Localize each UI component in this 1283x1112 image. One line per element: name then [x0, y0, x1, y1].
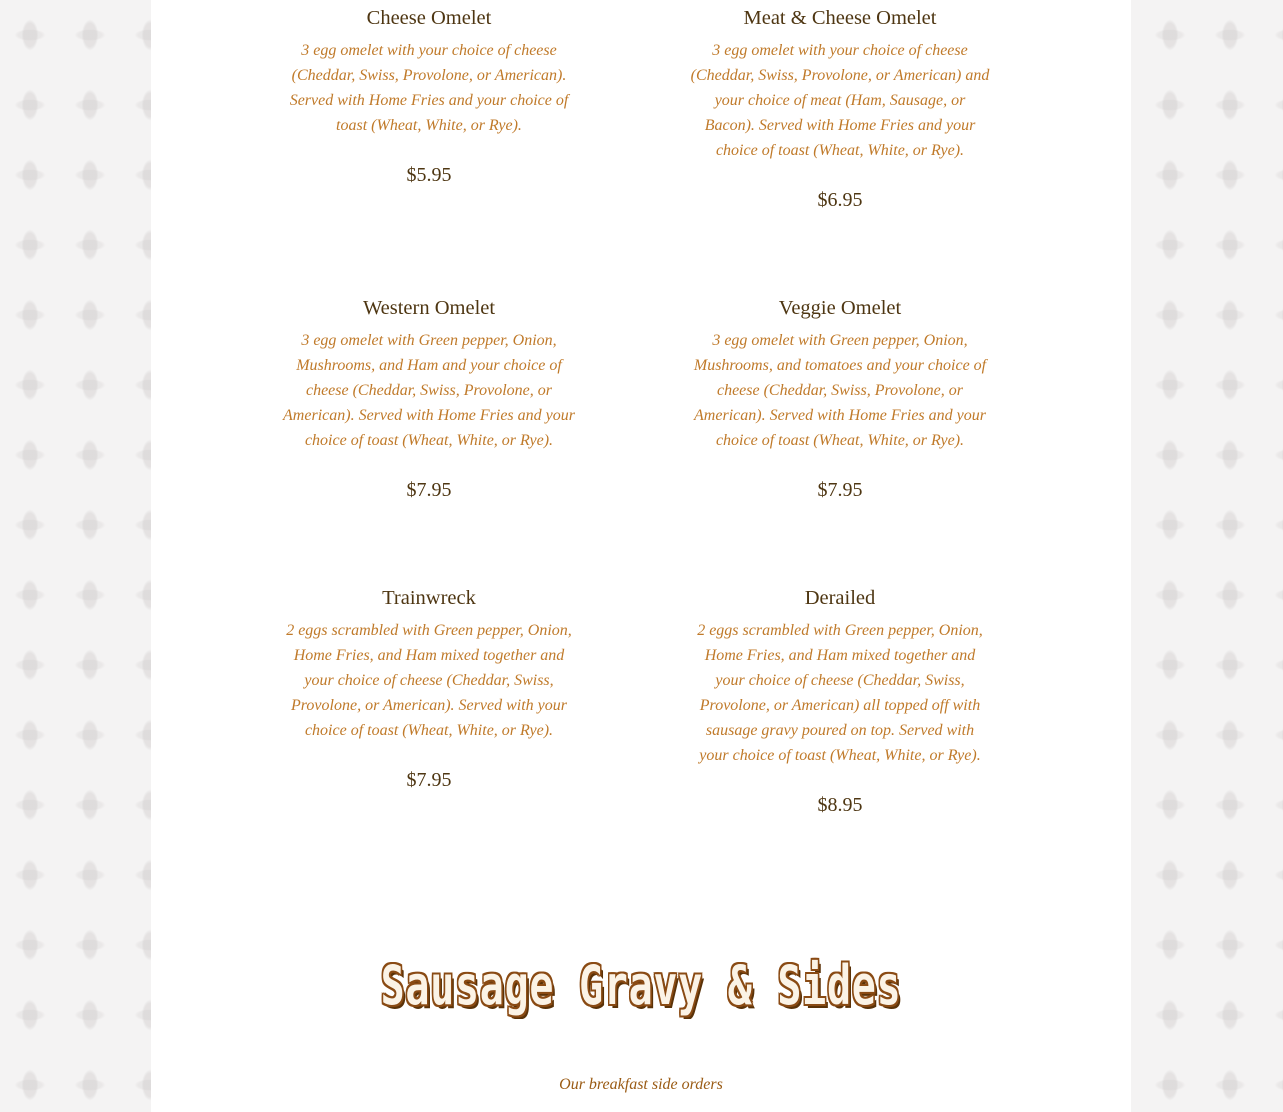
section-title: Sausage Gravy & Sides	[380, 954, 902, 1017]
menu-item-description: 3 egg omelet with Green pepper, Onion, Mushrooms, and tomatoes and your choice of cheese (Cheddar, Swiss, Provolone, or American). Served with Home Fries and your choice of toast (Wheat, White, or Rye).	[693, 332, 987, 449]
menu-item-description: 3 egg omelet with your choice of cheese (Cheddar, Swiss, Provolone, or American). Served with Home Fries and your choice of toast (Wheat, White, or Rye).	[289, 42, 569, 134]
menu-item-name: Western Omelet	[362, 297, 496, 319]
menu-item-trainwreck	[279, 580, 579, 795]
menu-item-description: 3 egg omelet with your choice of cheese (Cheddar, Swiss, Provolone, or American) and your choice of meat (Ham, Sausage, or Bacon). Served with Home Fries and your choice of toast (Wheat, White, or Rye).	[690, 42, 990, 159]
menu-page	[151, 0, 1131, 1112]
menu-item-derailed	[690, 580, 990, 820]
menu-item-cheese-omelet	[279, 0, 579, 190]
menu-item-description: 2 eggs scrambled with Green pepper, Onion, Home Fries, and Ham mixed together and your choice of cheese (Cheddar, Swiss, Provolone, or American). Served with your choice of toast (Wheat, White, or Rye).	[286, 622, 572, 739]
menu-item-price: $5.95	[406, 164, 452, 186]
menu-item-price: $8.95	[817, 794, 863, 816]
menu-item-name: Derailed	[804, 587, 876, 609]
menu-item-name: Veggie Omelet	[778, 297, 902, 319]
menu-item-western-omelet	[279, 290, 579, 505]
menu-item-name: Cheese Omelet	[366, 7, 492, 29]
section-subtitle: Our breakfast side orders	[559, 1076, 723, 1093]
menu-item-meat-cheese-omelet	[690, 0, 990, 215]
menu-item-price: $7.95	[817, 479, 863, 501]
menu-item-description: 2 eggs scrambled with Green pepper, Onion, Home Fries, and Ham mixed together and your choice of cheese (Cheddar, Swiss, Provolone, or American) all topped off with sausage gravy poured on top. Served with your choice of toast (Wheat, White, or Rye).	[697, 622, 983, 764]
menu-item-name: Trainwreck	[382, 587, 476, 609]
menu-item-description: 3 egg omelet with Green pepper, Onion, Mushrooms, and Ham and your choice of cheese (Cheddar, Swiss, Provolone, or American). Served with Home Fries and your choice of toast (Wheat, White, or Rye).	[283, 332, 575, 449]
menu-item-veggie-omelet	[690, 290, 990, 505]
menu-item-price: $6.95	[817, 189, 863, 211]
menu-item-price: $7.95	[406, 769, 452, 791]
menu-item-name: Meat & Cheese Omelet	[743, 7, 937, 29]
menu-item-price: $7.95	[406, 479, 452, 501]
